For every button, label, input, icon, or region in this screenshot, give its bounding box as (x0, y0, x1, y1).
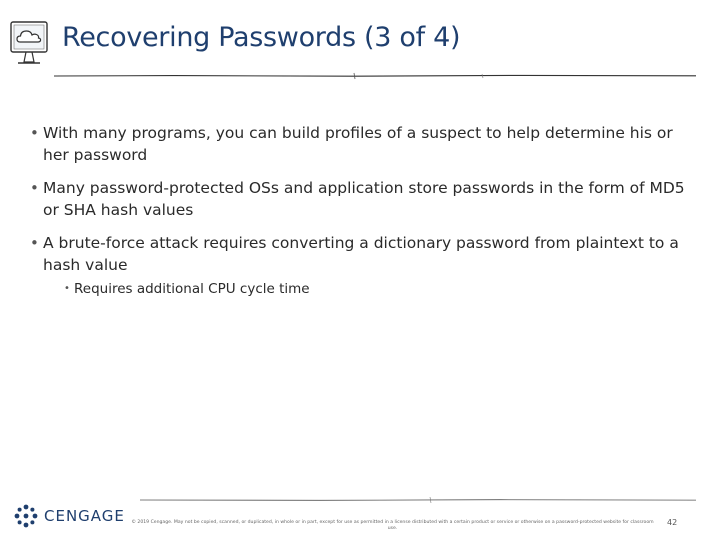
sub-bullet-text: Requires additional CPU cycle time (74, 281, 310, 297)
bullet-list (30, 122, 690, 310)
bullet-text: With many programs, you can build profiles of a suspect to help determine his or her password (43, 124, 673, 164)
copyright-notice: © 2019 Cengage. May not be copied, scanned, or duplicated, in whole or in part, except for use as permitted in a license distributed with a certain product or service or otherwise on a password-protected website for classroom use. (131, 520, 654, 531)
sub-bullet-item (43, 279, 690, 299)
cloud-monitor-icon (8, 18, 52, 70)
bullet-dot: • (30, 124, 39, 142)
brand-name: CENGAGE (44, 507, 125, 525)
page-number: 42 (667, 518, 678, 527)
footer-divider (140, 496, 696, 504)
sub-bullet-dot: • (64, 283, 70, 294)
bullet-item (30, 177, 690, 221)
bullet-text: A brute-force attack requires converting a dictionary password from plaintext to a hash value (43, 234, 679, 274)
bullet-dot: • (30, 234, 39, 252)
bullet-item (30, 122, 690, 166)
cengage-logo-icon (12, 502, 40, 530)
title-divider (54, 70, 696, 80)
cengage-logo (12, 502, 142, 530)
bullet-dot: • (30, 179, 39, 197)
bullet-text: Many password-protected OSs and application store passwords in the form of MD5 or SHA hash values (43, 179, 685, 219)
bullet-item (30, 232, 690, 299)
slide-title: Recovering Passwords (3 of 4) (62, 22, 461, 53)
